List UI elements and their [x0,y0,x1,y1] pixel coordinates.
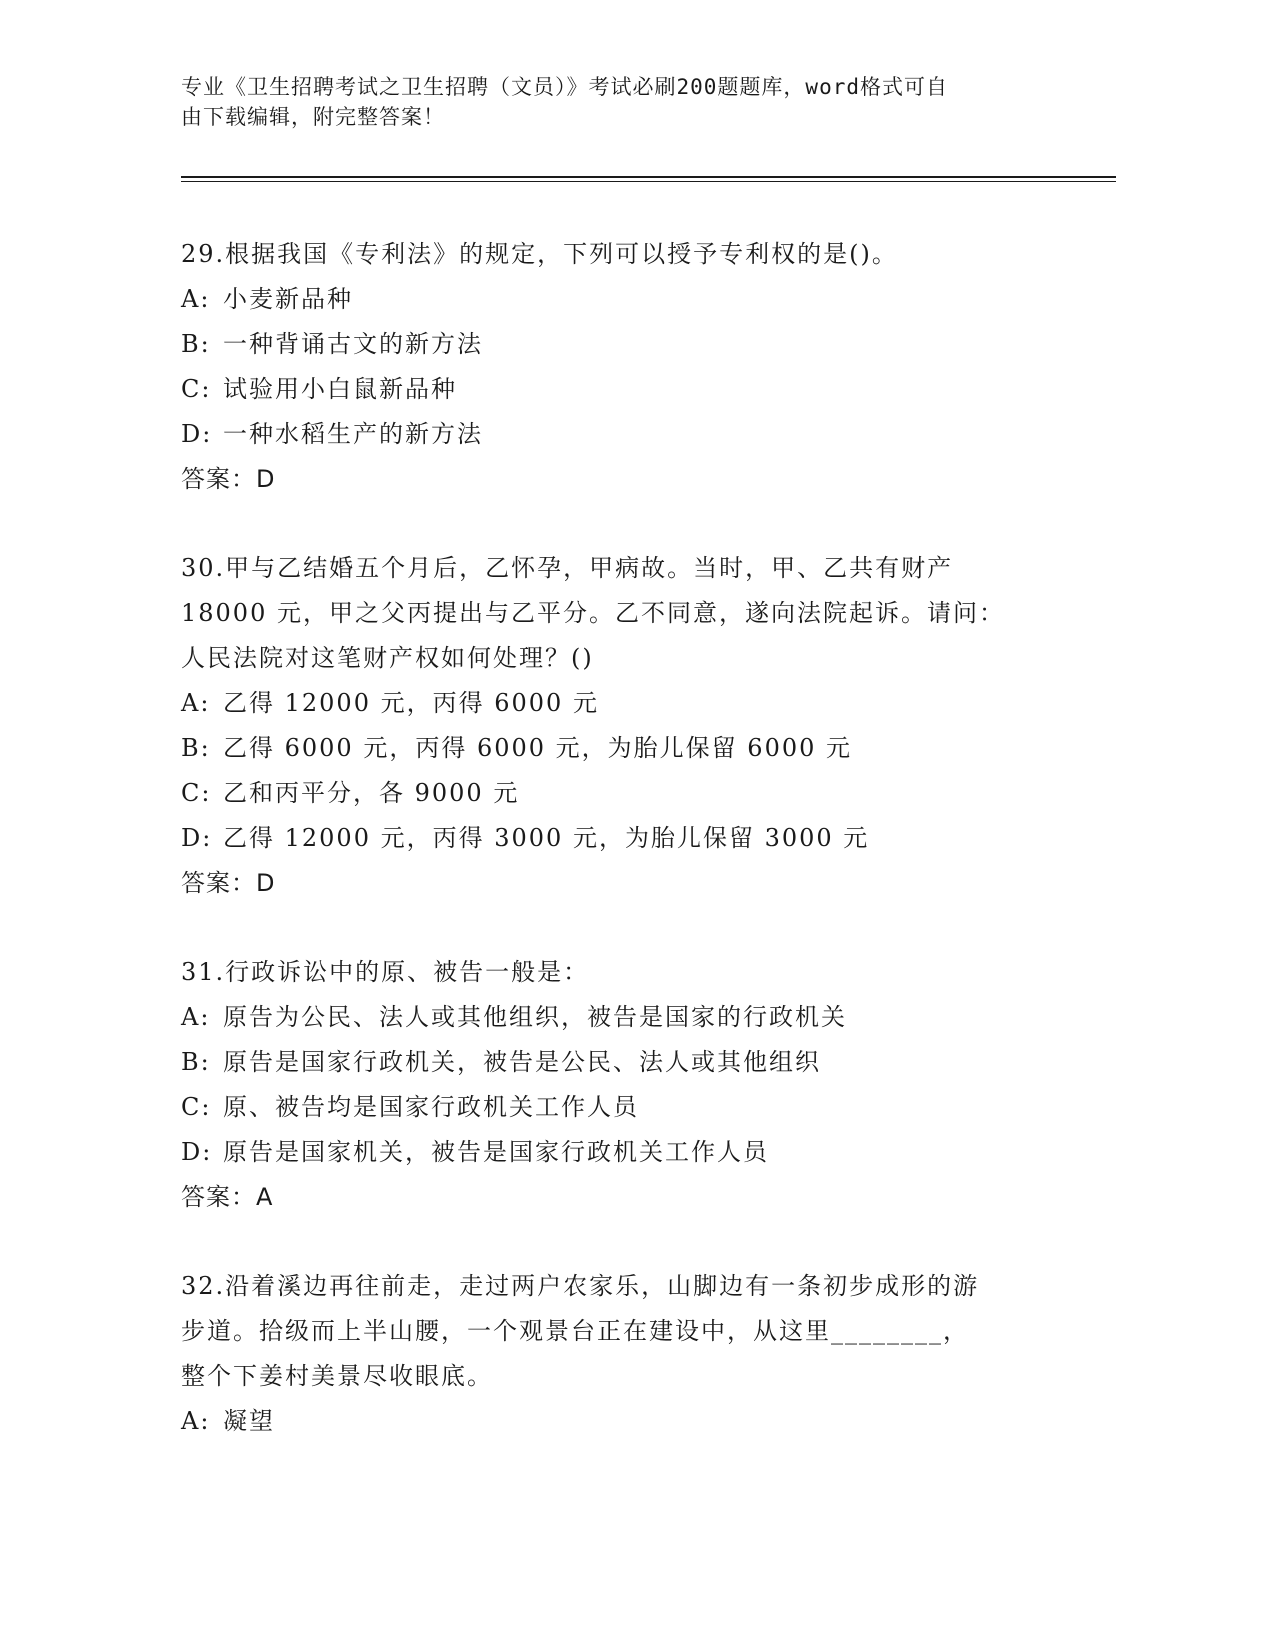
option-text: 原、被告均是国家行政机关工作人员 [223,1093,639,1121]
option-key: C: [181,779,212,807]
answer-label: 答案：D [181,465,276,493]
option-key: C: [181,1093,212,1121]
option-text: 小麦新品种 [223,285,353,313]
option-d [181,1130,1061,1175]
option-text: 原告是国家行政机关，被告是公民、法人或其他组织 [223,1048,821,1076]
question-stem-line-3: 人民法院对这笔财产权如何处理？() [181,644,594,672]
question-31 [181,950,1061,1220]
option-a [181,1399,1061,1444]
option-key: D: [181,824,213,852]
question-stem: 31.行政诉讼中的原、被告一般是： [181,958,590,986]
option-text: 一种背诵古文的新方法 [223,330,483,358]
header-line-2: 由下载编辑，附完整答案！ [181,105,445,129]
option-a [181,681,1061,726]
header-divider-thin [181,181,1116,182]
option-key: D: [181,1138,213,1166]
option-c [181,771,1061,816]
option-key: A: [181,1003,211,1031]
answer-label: 答案：A [181,1183,274,1211]
option-text: 乙和丙平分，各 9000 元 [223,779,520,807]
answer-label: 答案：D [181,869,276,897]
option-text: 原告是国家机关，被告是国家行政机关工作人员 [223,1138,769,1166]
option-key: C: [181,375,212,403]
question-30 [181,546,1061,906]
question-stem-line-2: 步道。拾级而上半山腰，一个观景台正在建设中，从这里________， [181,1317,969,1345]
option-key: B: [181,734,211,762]
option-text: 原告为公民、法人或其他组织，被告是国家的行政机关 [223,1003,847,1031]
option-a [181,995,1061,1040]
option-d [181,816,1061,861]
option-text: 凝望 [223,1407,275,1435]
question-stem-line-1: 32.沿着溪边再往前走，走过两户农家乐，山脚边有一条初步成形的游 [181,1272,980,1300]
option-key: B: [181,1048,211,1076]
option-text: 乙得 6000 元，丙得 6000 元，为胎儿保留 6000 元 [223,734,853,762]
option-key: B: [181,330,211,358]
option-c [181,367,1061,412]
option-a [181,277,1061,322]
option-key: A: [181,285,211,313]
option-b [181,726,1061,771]
option-d [181,412,1061,457]
option-c [181,1085,1061,1130]
question-list [181,232,1061,1488]
question-stem-line-3: 整个下姜村美景尽收眼底。 [181,1362,493,1390]
option-key: D: [181,420,213,448]
question-stem: 29.根据我国《专利法》的规定，下列可以授予专利权的是()。 [181,240,898,268]
question-stem-line-2: 18000 元，甲之父丙提出与乙平分。乙不同意，遂向法院起诉。请问： [181,599,1005,627]
question-32 [181,1264,1061,1444]
question-stem-line-1: 30.甲与乙结婚五个月后，乙怀孕，甲病故。当时，甲、乙共有财产 [181,554,954,582]
option-text: 试验用小白鼠新品种 [223,375,457,403]
header-divider-thick [181,176,1116,178]
option-text: 一种水稻生产的新方法 [223,420,483,448]
option-b [181,322,1061,367]
document-header [181,72,1031,132]
option-text: 乙得 12000 元，丙得 6000 元 [223,689,599,717]
option-key: A: [181,689,211,717]
question-29 [181,232,1061,502]
header-line-1: 专业《卫生招聘考试之卫生招聘（文员）》考试必刷200题题库，word格式可自 [181,75,948,99]
option-b [181,1040,1061,1085]
option-text: 乙得 12000 元，丙得 3000 元，为胎儿保留 3000 元 [223,824,870,852]
option-key: A: [181,1407,211,1435]
